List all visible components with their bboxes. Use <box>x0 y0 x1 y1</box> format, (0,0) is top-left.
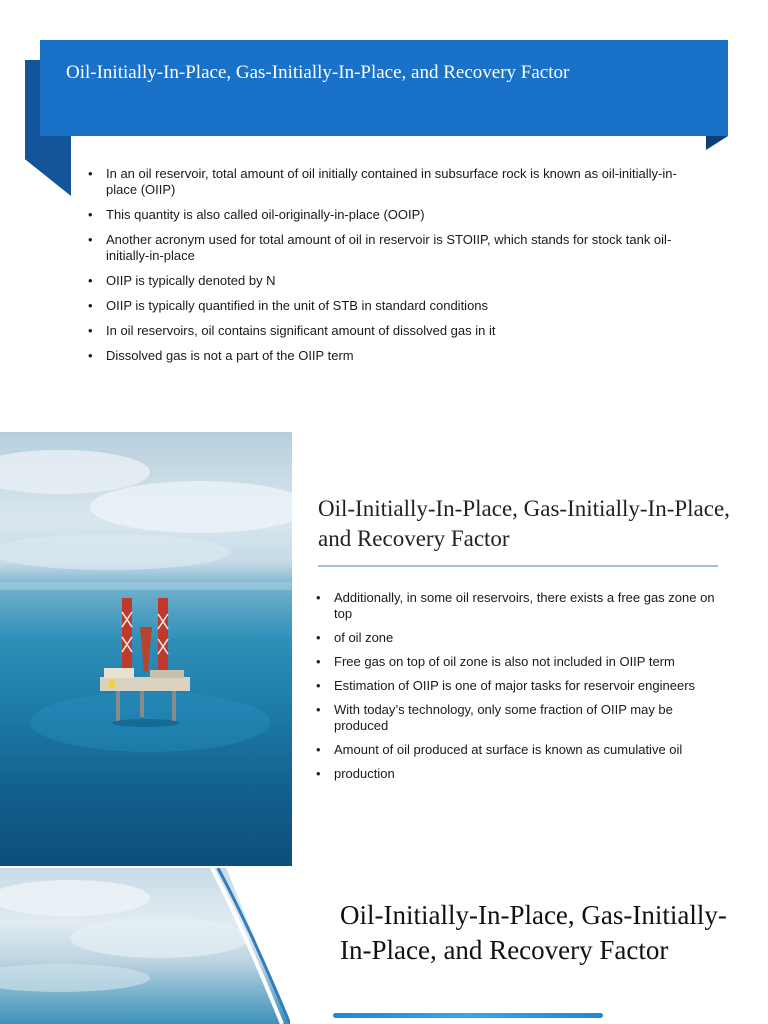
decorative-curve <box>210 868 290 1024</box>
slide-3-accent-rule <box>333 1013 603 1018</box>
slide-1-bullet: • Another acronym used for total amount of oil in reservoir is STOIIP, which stands for stock tank oil-initially-in-place <box>88 232 700 264</box>
slide-1-bullet: • OIIP is typically denoted by N <box>88 273 700 289</box>
slide-2-bullet: • production <box>316 766 726 782</box>
slide-2-title: Oil-Initially-In-Place, Gas-Initially-In-Place, and Recovery Factor <box>318 496 730 551</box>
slide-2-bullet: • Estimation of OIIP is one of major tasks for reservoir engineers <box>316 678 726 694</box>
slide-2-bullet: • Free gas on top of oil zone is also not included in OIIP term <box>316 654 726 670</box>
offshore-rig-illustration <box>0 432 292 866</box>
slide-1 <box>0 0 768 420</box>
title-ribbon <box>40 40 728 136</box>
slide-1-bullet: • In oil reservoirs, oil contains significant amount of dissolved gas in it <box>88 323 700 339</box>
slide-2-bullet: • With today’s technology, only some fraction of OIIP may be produced <box>316 702 726 734</box>
slide-2-divider <box>318 565 718 567</box>
ribbon-fold-right <box>706 136 728 150</box>
slide-1-bullet-list <box>88 166 700 373</box>
slide-3 <box>0 868 768 1024</box>
slide-2-bullet: • Amount of oil produced at surface is known as cumulative oil <box>316 742 726 758</box>
slide-1-bullet: • This quantity is also called oil-originally-in-place (OOIP) <box>88 207 700 223</box>
slide-1-bullet: • In an oil reservoir, total amount of oil initially contained in subsurface rock is known as oil-initially-in-place (OIIP) <box>88 166 700 198</box>
slide-1-bullet: • Dissolved gas is not a part of the OIIP term <box>88 348 700 364</box>
slide-2-bullet-list <box>316 590 726 790</box>
slide-2 <box>0 432 768 866</box>
slide-1-title: Oil-Initially-In-Place, Gas-Initially-In-Place, and Recovery Factor <box>66 62 570 83</box>
slide-2-bullet: • Additionally, in some oil reservoirs, there exists a free gas zone on top <box>316 590 726 622</box>
slide-3-title: Oil-Initially-In-Place, Gas-Initially-In-Place, and Recovery Factor <box>340 900 727 965</box>
slide-2-bullet: • of oil zone <box>316 630 726 646</box>
slide-1-bullet: • OIIP is typically quantified in the unit of STB in standard conditions <box>88 298 700 314</box>
offshore-rig-photo <box>0 432 292 866</box>
